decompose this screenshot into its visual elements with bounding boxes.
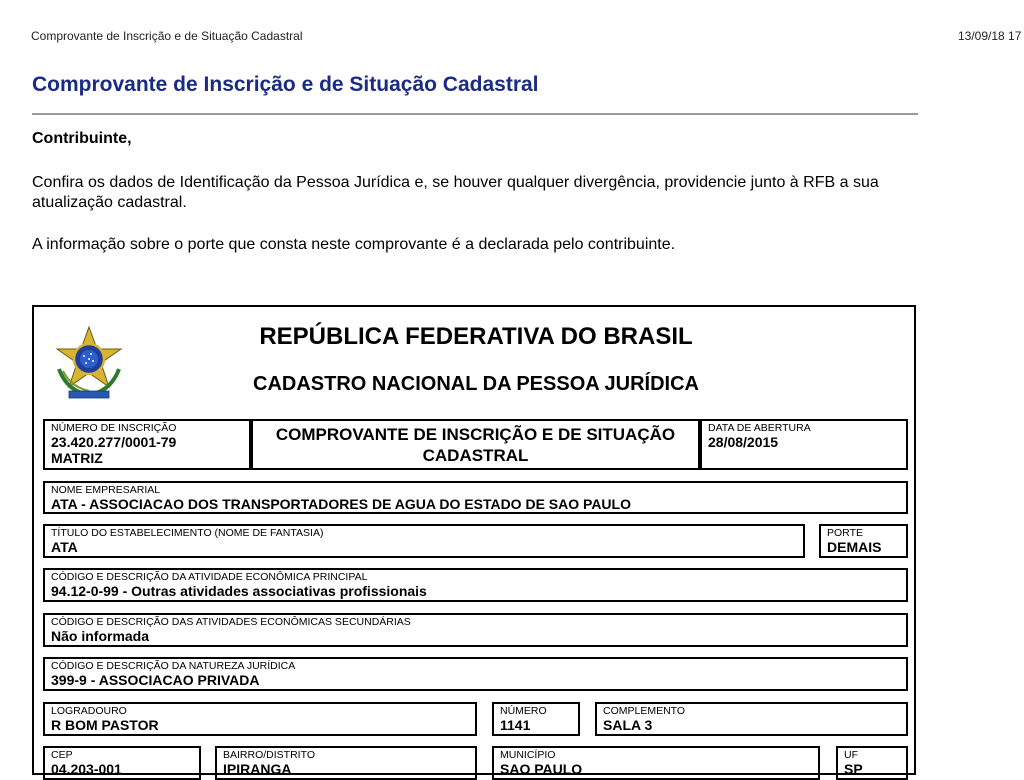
field-atividade-principal: CÓDIGO E DESCRIÇÃO DA ATIVIDADE ECONÔMICA PRINCIPAL 94.12-0-99 - Outras atividades associativas profissionais [43, 568, 908, 602]
porte-info-paragraph: A informação sobre o porte que consta neste comprovante é a declarada pelo contribuinte. [32, 236, 676, 253]
title-divider [32, 113, 918, 115]
field-cep: CEP 04.203-001 [43, 746, 201, 780]
cnpj-card [32, 305, 916, 775]
field-natureza-juridica: CÓDIGO E DESCRIÇÃO DA NATUREZA JURÍDICA 399-9 - ASSOCIACAO PRIVADA [43, 657, 908, 691]
field-titulo-estabelecimento: TÍTULO DO ESTABELECIMENTO (NOME DE FANTASIA) ATA [43, 524, 805, 558]
document-title: Comprovante de Inscrição e de Situação Cadastral [32, 73, 539, 96]
field-uf: UF SP [836, 746, 908, 780]
print-header: Comprovante de Inscrição e de Situação Cadastral [31, 29, 303, 43]
print-date: 13/09/18 17 [958, 29, 1022, 43]
field-bairro: BAIRRO/DISTRITO IPIRANGA [215, 746, 477, 780]
republic-heading: REPÚBLICA FEDERATIVA DO BRASIL [259, 323, 693, 350]
field-porte: PORTE DEMAIS [819, 524, 908, 558]
field-data-abertura: DATA DE ABERTURA 28/08/2015 [700, 419, 908, 470]
greeting: Contribuinte, [32, 130, 132, 147]
instructions-paragraph: Confira os dados de Identificação da Pessoa Jurídica e, se houver qualquer divergência, providencie junto à RFB a sua atualização cadastral. [32, 174, 879, 211]
cnpj-heading: CADASTRO NACIONAL DA PESSOA JURÍDICA [253, 373, 699, 395]
field-municipio: MUNICÍPIO SAO PAULO [492, 746, 820, 780]
field-numero: NÚMERO 1141 [492, 702, 580, 736]
field-atividades-secundarias: CÓDIGO E DESCRIÇÃO DAS ATIVIDADES ECONÔMICAS SECUNDÁRIAS Não informada [43, 613, 908, 647]
comprovante-title: COMPROVANTE DE INSCRIÇÃO E DE SITUAÇÃO CADASTRAL [251, 419, 700, 470]
field-complemento: COMPLEMENTO SALA 3 [595, 702, 908, 736]
field-nome-empresarial: NOME EMPRESARIAL ATA - ASSOCIACAO DOS TRANSPORTADORES DE AGUA DO ESTADO DE SAO PAULO [43, 481, 908, 514]
field-logradouro: LOGRADOURO R BOM PASTOR [43, 702, 477, 736]
field-numero-inscricao: NÚMERO DE INSCRIÇÃO 23.420.277/0001-79 MATRIZ [43, 419, 251, 470]
